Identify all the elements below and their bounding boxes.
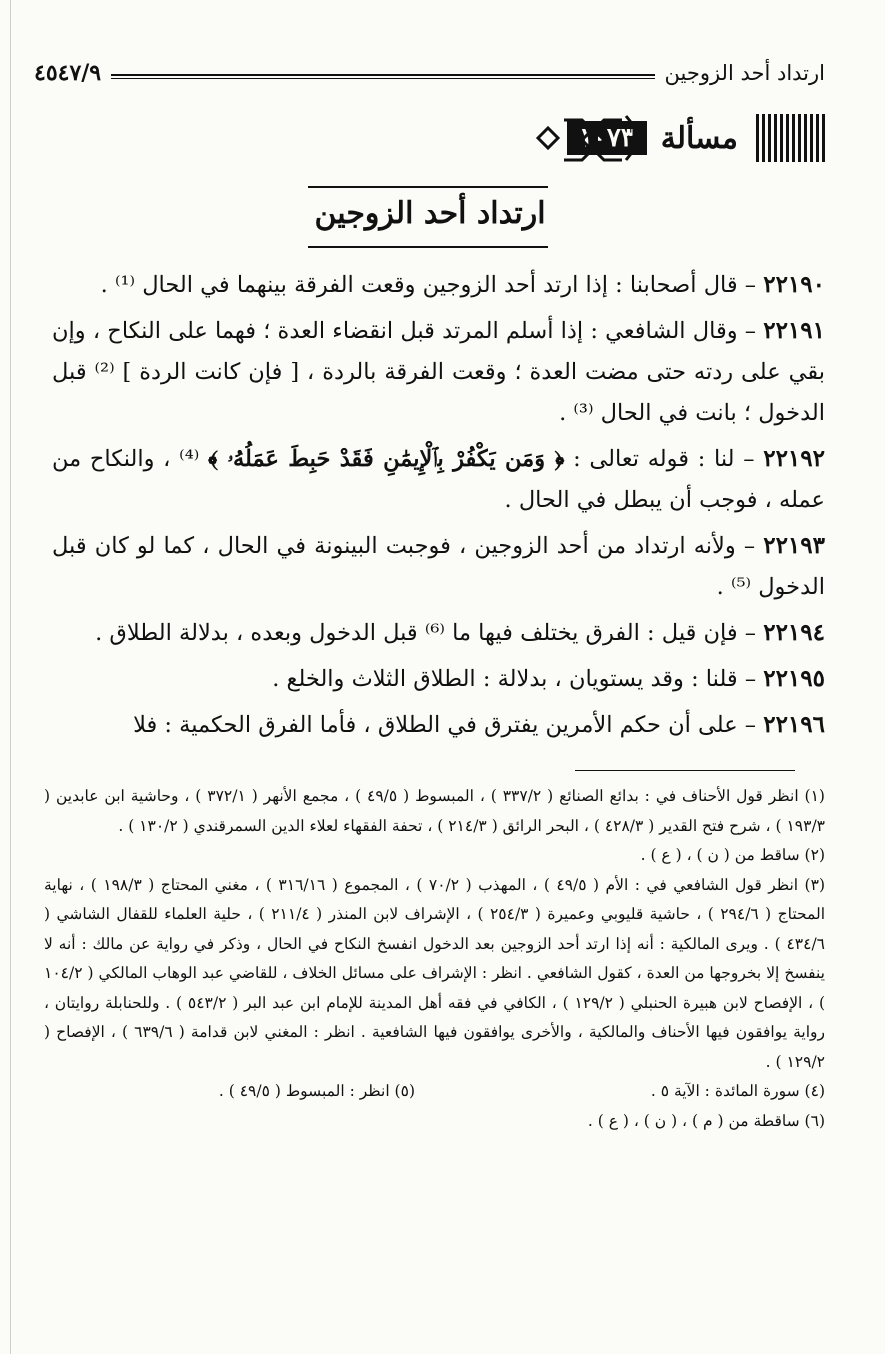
footnote: (٣) انظر قول الشافعي في : الأم ( ٤٩/٥ ) ، المهذب ( ٧٠/٢ ) ، المجموع ( ٣١٦/١٦ ) ، مغني المحتاج ( ١٩٨/٣ ) ، نهاية المحتاج ( ٢٩٤/٦ ) ، حاشية قليوبي وعميرة ( ٢٥٤/٣ ) ، الإشراف لابن المنذر ( ٢١١/٤ ) ، حلية العلماء للقفال الشاشي ( ٤٣٤/٦ ) . ويرى المالكية : أنه إذا ارتد أحد الزوجين بعد الدخول انفسخ النكاح في الحال ، وذكر في رواية عن مالك : أنه لا ينفسخ إلا بخروجها من العدة ، كقول الشافعي . انظر : الإشراف على مسائل الخلاف ، للقاضي عبد الوهاب المالكي ( ١٠٤/٢ ) ، الإفصاح لابن هبيرة الحنبلي ( ١٢٩/٢ ) ، الكافي في فقه أهل المدينة للإمام ابن عبد البر ( ٥٤٣/٢ ) . وللحنابلة روايتان ، رواية يوافقون فيها الأحناف والمالكية ، والأخرى يوافقون فيها الشافعية . انظر : المغني لابن قدامة ( ٦٣٩/٦ ) ، الإفصاح ( ١٢٩/٢ ) . [44,875,826,1071]
paragraph-text: – لنا : قوله تعالى : [564,446,764,472]
footnote: (١) انظر قول الأحناف في : بدائع الصنائع ( ٣٣٧/٢ ) ، المبسوط ( ٤٩/٥ ) ، مجمع الأنهر ( ٣٧٢/١ ) ، وحاشية ابن عابدين ( ١٩٣/٣ ) ، شرح فتح القدير ( ٤٢٨/٣ ) ، البحر الرائق ( ٢١٤/٣ ) ، تحفة الفقهاء لعلاء الدين السمرقندي ( ١٣٠/٢ ) . [44,787,825,835]
paragraph [52,264,825,306]
quran-verse: ﴿ وَمَن يَكْفُرْ بِٱلْإِيمَٰنِ فَقَدْ حَبِطَ عَمَلُهُۥ ﴾ [207,446,565,472]
header-rule [111,74,654,79]
paragraph-text: – ولأنه ارتداد من أحد الزوجين ، فوجبت البينونة في الحال ، كما لو كان قبل الدخول ⁽⁵⁾ . [52,533,825,600]
paragraph-text: – وقال الشافعي : إذا أسلم المرتد قبل انقضاء العدة ؛ فهما على النكاح ، وإن بقي على ردته حتى مضت العدة ؛ وقعت الفرقة بالردة ، [ فإن كانت الردة ] ⁽²⁾ قبل الدخول ؛ بانت في الحال ⁽³⁾ . [52,318,825,426]
paragraph-number: ٢٢١٩٢ [763,445,825,472]
decorative-bars [756,112,825,164]
running-title: ارتداد أحد الزوجين [664,61,825,85]
footnote-rule [575,770,795,771]
page-edge-line [10,0,11,1354]
paragraph-number: ٢٢١٩١ [763,317,825,344]
paragraph [52,310,825,434]
masala-label: مسألة [660,120,738,156]
footnote: (٦) ساقطة من ( م ) ، ( ن ) ، ( ع ) . [587,1111,825,1130]
paragraph-number: ٢٢١٩٣ [763,532,825,559]
paragraph [52,612,825,654]
paragraph [52,704,825,746]
paragraph [52,525,825,608]
paragraph-number: ٢٢١٩٤ [763,619,825,646]
footnote: (٢) ساقط من ( ن ) ، ( ع ) . [640,846,825,864]
paragraph-text: – قال أصحابنا : إذا ارتد أحد الزوجين وقعت الفرقة بينهما في الحال ⁽¹⁾ . [100,272,764,298]
page-title: ارتداد أحد الزوجين [314,196,546,231]
running-header [34,56,825,90]
paragraph [52,658,825,700]
title-rule-top [308,186,548,188]
paragraph-number: ٢٢١٩٦ [763,711,825,738]
paragraph-text: – قلنا : وقد يستويان ، بدلالة : الطلاق الثلاث والخلع . [272,666,764,692]
masala-number: ١٠٧٣ [567,121,647,155]
page-number: ٤٥٤٧/٩ [34,60,102,86]
ornament-icon [530,108,640,168]
paragraph [52,438,825,521]
paragraph-text: ⁽⁴⁾ ، والنكاح من عمله ، فوجب أن يبطل في الحال . [52,446,825,513]
paragraph-text: – فإن قيل : الفرق يختلف فيها ما ⁽⁶⁾ قبل الدخول وبعده ، بدلالة الطلاق . [95,620,764,646]
paragraph-text: – على أن حكم الأمرين يفترق في الطلاق ، فأما الفرق الحكمية : فلا [133,712,764,738]
paragraph-number: ٢٢١٩٥ [763,665,825,692]
footnote: (٥) انظر : المبسوط ( ٤٩/٥ ) . [218,1082,415,1100]
title-rule-bottom [308,246,548,248]
footnote-pair [44,1077,825,1107]
main-text [52,264,825,750]
footnote: (٤) سورة المائدة : الآية ٥ . [650,1082,825,1100]
paragraph-number: ٢٢١٩٠ [763,271,825,298]
footnotes [44,782,825,1136]
